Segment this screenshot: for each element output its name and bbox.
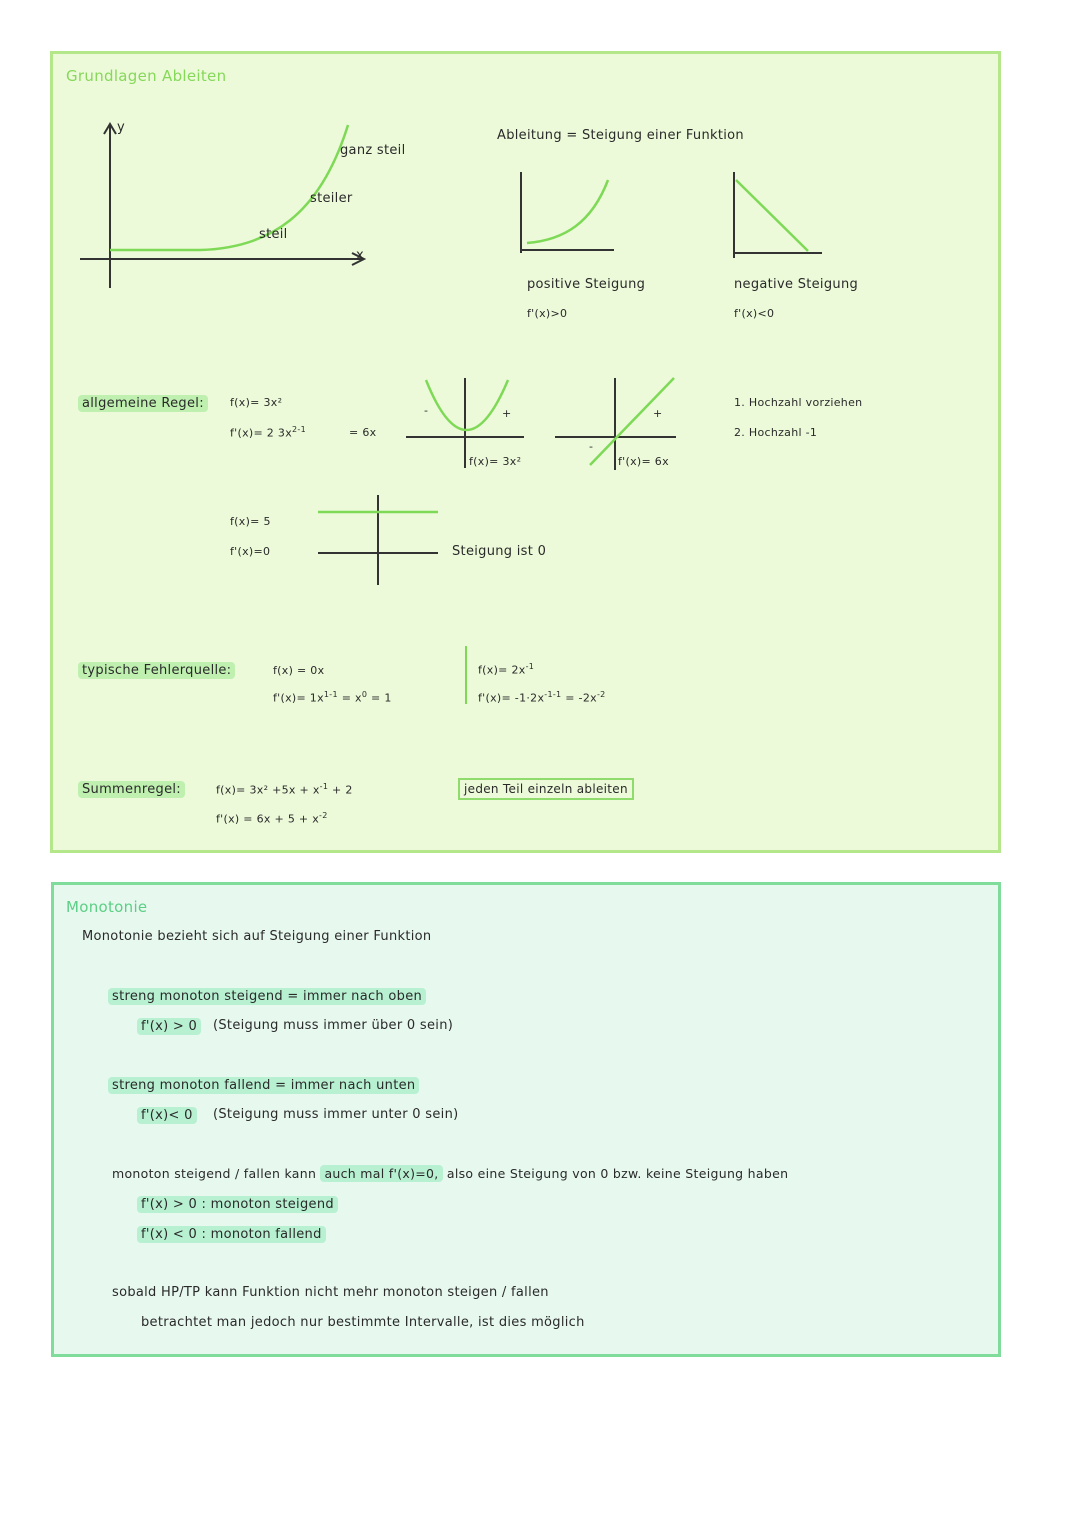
parabola-label: f(x)= 3x² [469,455,522,468]
rule-step-2: 2. Hochzahl -1 [734,426,818,439]
error-fd-c: = 1 [371,691,392,705]
sum-label: Summenregel: [78,781,185,798]
section1-title: Grundlagen Ableiten [66,67,227,85]
negative-label: negative Steigung [734,277,859,292]
inc-desc: (Steigung muss immer über 0 sein) [213,1018,454,1033]
error-g-a: f(x)= 2x [478,663,526,677]
case-decreasing: f'(x) < 0 : monoton fallend [137,1226,326,1243]
linear-minus: - [589,440,594,453]
error-gd-a: f'(x)= -1·2x [478,691,545,705]
error-fd [273,690,392,705]
monoton-note [112,1166,788,1181]
label-ganz-steil: ganz steil [340,143,406,158]
sum-f [216,782,353,797]
negative-cond: f'(x)<0 [734,307,775,320]
error-gd-b: = -2x [565,691,597,705]
sum-fd-a: f'(x) = 6x + 5 + x [216,812,320,826]
linear-label: f'(x)= 6x [618,455,669,468]
error-gd-exp: -1-1 [544,690,562,699]
const-fd: f'(x)=0 [230,545,271,558]
parabola-plus: + [502,407,512,420]
derivative-header: Ableitung = Steigung einer Funktion [497,128,744,143]
sum-note: jeden Teil einzeln ableiten [458,778,634,800]
label-steil: steil [259,227,288,242]
sum-f-b: + 2 [332,783,353,797]
x-axis-label: x [356,248,364,263]
inc-cond: f'(x) > 0 [137,1018,201,1035]
rule-fd-exp: 2-1 [292,425,306,434]
inc-label: streng monoton steigend = immer nach oben [108,988,426,1005]
neg-graph [734,172,822,258]
linear-line [590,378,674,465]
const-f: f(x)= 5 [230,515,271,528]
error-f: f(x) = 0x [273,664,325,677]
monoton-note-a: monoton steigend / fallen kann [112,1166,317,1181]
positive-label: positive Steigung [527,277,646,292]
rule-label: allgemeine Regel: [78,395,208,412]
pos-curve [527,180,608,243]
error-g-exp: -1 [525,662,535,671]
error-fd-exp: 1-1 [323,690,338,699]
parabola-curve [426,380,508,430]
dec-desc: (Steigung muss immer unter 0 sein) [213,1107,459,1122]
case-increasing: f'(x) > 0 : monoton steigend [137,1196,338,1213]
monoton-note-highlight: auch mal f'(x)=0, [320,1165,442,1182]
rule-step-1: 1. Hochzahl vorziehen [734,396,863,409]
dec-cond: f'(x)< 0 [137,1107,197,1124]
sum-f-a: f(x)= 3x² +5x + x [216,783,320,797]
error-fd-b: = x [341,691,362,705]
monotonie-intro: Monotonie bezieht sich auf Steigung einer Funktion [82,929,432,944]
parabola-minus: - [424,404,429,417]
pos-graph [521,172,614,253]
error-gd-exp2: -2 [596,690,606,699]
error-fd-exp2: 0 [361,690,368,699]
positive-cond: f'(x)>0 [527,307,568,320]
error-g [478,662,534,677]
rule-fd-a: f'(x)= 2 3x [230,426,293,440]
main-graph [80,124,364,288]
section2-title: Monotonie [66,898,148,916]
interval-note: betrachtet man jedoch nur bestimmte Intervalle, ist dies möglich [141,1315,585,1330]
error-gd [478,690,606,705]
growth-curve [110,125,348,250]
monoton-note-b: also eine Steigung von 0 bzw. keine Steigung haben [446,1166,789,1181]
error-fd-a: f'(x)= 1x [273,691,324,705]
extrema-note: sobald HP/TP kann Funktion nicht mehr monoton steigen / fallen [112,1285,549,1300]
sum-f-exp: -1 [319,782,329,791]
rule-f: f(x)= 3x² [230,396,283,409]
const-note: Steigung ist 0 [452,544,547,559]
label-steiler: steiler [310,191,353,206]
y-axis-label: y [117,120,125,135]
error-label: typische Fehlerquelle: [78,662,235,679]
dec-label: streng monoton fallend = immer nach unten [108,1077,419,1094]
sum-fd [216,811,328,826]
rule-fd [230,425,306,440]
sum-fd-exp: -2 [319,811,328,820]
rule-fd-result: = 6x [349,426,377,439]
neg-line [736,180,808,251]
linear-plus: + [653,407,663,420]
